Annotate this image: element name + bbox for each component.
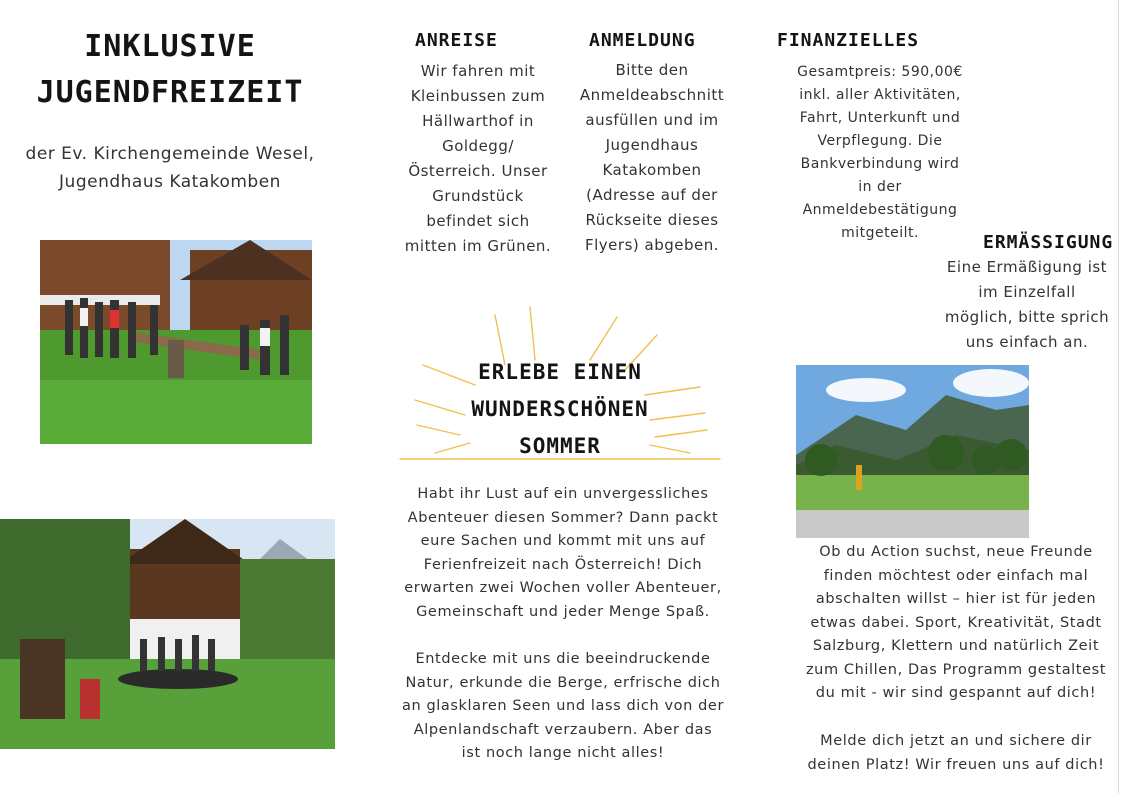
program-line: du mit - wir sind gespannt auf dich!: [815, 685, 1097, 701]
anmeldung-line: Anmeldeabschnitt: [579, 86, 725, 104]
finanzielles-line: Verpflegung. Die: [817, 133, 943, 149]
anreise-heading: ANREISE: [415, 30, 498, 51]
signup-line: Melde dich jetzt an und sichere dir: [820, 733, 1092, 749]
anreise-line: Grundstück: [432, 187, 524, 205]
program-line: zum Chillen, Das Programm gestaltest: [805, 661, 1107, 678]
ermaessigung-line: uns einfach an.: [965, 333, 1089, 351]
program-line: etwas dabei. Sport, Kreativität, Stadt: [810, 614, 1102, 631]
intro-line: Ferienfreizeit nach Österreich! Dich: [423, 556, 703, 573]
program-paragraph: [786, 541, 1122, 706]
finanzielles-heading: FINANZIELLES: [777, 30, 920, 51]
finanzielles-line: Gesamtpreis: 590,00€: [797, 64, 963, 80]
finanzielles-line: Fahrt, Unterkunft und: [799, 110, 961, 126]
ermaessigung-line: möglich, bitte sprich: [944, 308, 1110, 326]
finanzielles-line: mitgeteilt.: [841, 225, 919, 241]
intro-line: erwarten zwei Wochen voller Abenteuer,: [404, 580, 722, 596]
slogan-line-2: WUNDERSCHÖNEN: [471, 397, 649, 421]
mountain-valley-photo: [796, 365, 1029, 538]
anmeldung-heading: ANMELDUNG: [589, 30, 696, 51]
anreise-line: Österreich. Unser: [408, 162, 548, 180]
program-line: finden möchtest oder einfach mal: [823, 567, 1089, 584]
anreise-line: Kleinbussen zum: [410, 87, 546, 105]
ermaessigung-text: [932, 255, 1122, 355]
anmeldung-line: Rückseite dieses: [585, 211, 719, 229]
anmeldung-line: Flyers) abgeben.: [585, 236, 719, 254]
intro-line: Gemeinschaft und jeder Menge Spaß.: [416, 603, 710, 620]
anmeldung-line: ausfüllen und im: [585, 111, 719, 129]
ermaessigung-heading: ERMÄSSIGUNG: [983, 232, 1114, 253]
slogan-line-1: ERLEBE EINEN: [478, 360, 642, 384]
nature-paragraph: [378, 648, 748, 766]
title-line-1: INKLUSIVE: [84, 29, 256, 64]
group-seesaw-photo: [40, 240, 312, 444]
anreise-line: mitten im Grünen.: [404, 237, 552, 255]
finanzielles-line: in der: [858, 179, 902, 195]
subtitle-line-2: Jugendhaus Katakomben: [59, 172, 281, 192]
intro-line: eure Sachen und kommt mit uns auf: [420, 533, 706, 549]
signup-line: deinen Platz! Wir freuen uns auf dich!: [807, 756, 1105, 773]
finanzielles-line: inkl. aller Aktivitäten,: [799, 87, 961, 103]
program-line: Salzburg, Klettern und natürlich Zeit: [812, 638, 1100, 654]
title-line-2: JUGENDFREIZEIT: [36, 75, 304, 110]
slogan-line-3: SOMMER: [519, 434, 601, 458]
trampoline-house-photo: [0, 519, 335, 749]
intro-line: Abenteuer diesen Sommer? Dann packt: [407, 509, 719, 526]
ermaessigung-line: im Einzelfall: [978, 283, 1076, 301]
finanzielles-line: Bankverbindung wird: [800, 156, 960, 172]
nature-line: ist noch lange nicht alles!: [461, 745, 665, 761]
finanzielles-text: [775, 61, 985, 245]
signup-paragraph: [786, 730, 1122, 777]
anreise-text: [393, 59, 563, 259]
nature-line: Entdecke mit uns die beeindruckende: [415, 651, 711, 667]
nature-line: Natur, erkunde die Berge, erfrische dich: [405, 674, 721, 691]
intro-line: Habt ihr Lust auf ein unvergessliches: [417, 486, 709, 502]
ermaessigung-line: Eine Ermäßigung ist: [946, 258, 1108, 276]
anreise-line: Goldegg/: [442, 137, 514, 155]
anmeldung-line: Katakomben: [602, 161, 702, 179]
subtitle-line-1: der Ev. Kirchengemeinde Wesel,: [25, 144, 315, 164]
anmeldung-line: (Adresse auf der: [586, 186, 718, 204]
intro-paragraph: [378, 483, 748, 624]
program-line: abschalten willst – hier ist für jeden: [815, 591, 1097, 607]
anmeldung-line: Bitte den: [615, 61, 689, 79]
program-line: Ob du Action suchst, neue Freunde: [819, 544, 1093, 560]
nature-line: Alpenlandschaft verzaubern. Aber das: [413, 721, 713, 738]
anreise-line: Wir fahren mit: [420, 62, 536, 80]
anreise-line: Hällwarthof in: [422, 112, 534, 130]
anreise-line: befindet sich: [426, 212, 530, 230]
finanzielles-line: Anmeldebestätigung: [802, 202, 958, 218]
anmeldung-text: [567, 58, 737, 258]
nature-line: an glasklaren Seen und lass dich von der: [401, 698, 725, 714]
anmeldung-line: Jugendhaus: [605, 136, 699, 154]
